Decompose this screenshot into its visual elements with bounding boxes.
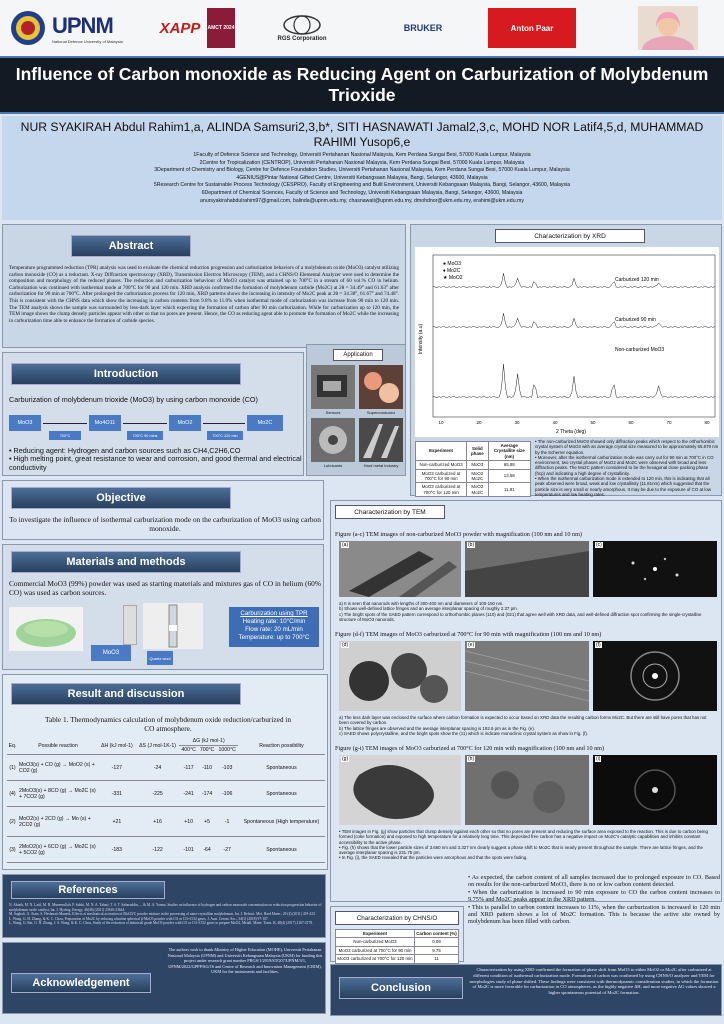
chnso-panel (330, 906, 464, 962)
quartz-wool-label: Quartz wool (147, 651, 173, 665)
tem-image-g (339, 755, 461, 825)
cell: 2MoO2(s) + 6CO (g) → Mo2C (s) + 5CO2 (g) (18, 837, 98, 863)
superconductor-image (359, 365, 403, 409)
xrd-tick-label: 60 (628, 420, 634, 425)
xrd-tick-label: 30 (514, 420, 520, 425)
cell: 0.08 (415, 938, 459, 946)
th: Carbon content (%) (416, 931, 457, 936)
intro-lead: Carburization of molybdenum trioxide (MoO3) by using carbon monoxide (CO) (9, 395, 258, 404)
sensor-image (311, 365, 355, 409)
table-caption: Table 1. Thermodynamics calculation of molybdenum oxide reduction/carburized in CO atmosphere. (45, 715, 291, 733)
flow-condition: 700°C 120 min (207, 431, 243, 440)
bruker-logo: BRUKER (403, 23, 443, 33)
tem-label: (e) (468, 642, 475, 648)
rgs-emblem-icon (282, 14, 322, 36)
conclusion-heading: Conclusion (339, 977, 463, 999)
tpr-item: Heating rate: 10°C/min (242, 618, 306, 625)
affiliation-list (2, 150, 722, 205)
cell: MoO3 carburized at 700°C for 120 min (337, 956, 413, 962)
affiliation-item: 5Research Centre for Sustainable Process Technology (CESPRO), Faculty of Engineering and Built Environment, Universiti Kebangsaan Malaysia, Bangi, Selangor, 43600, Malaysia (153, 182, 571, 189)
table-row (416, 461, 531, 469)
xrd-notes (535, 439, 719, 497)
legend-item: ● MoO3 (443, 261, 462, 267)
cell: -225 (136, 781, 180, 807)
chnso-bullet: • When the carburization is increased to 90 min exposure to CO the carbon content increases to 9.75% and Mo2C peaks appear in the XRD pattern. (468, 888, 720, 904)
cell: MoO3 carburized at 700°C for 120 min (416, 483, 467, 497)
application-label: Lubricants (323, 463, 343, 468)
author-list: NUR SYAKIRAH Abdul Rahim1,a, ALINDA Samsuri2,3,b*, SITI HASNAWATI Jamal2,3,c, MOHD NOR Latif4,5,d, MUHAMMAD RAHIMI Yusop6,e (20, 120, 704, 149)
th: Experiment (336, 930, 415, 938)
application-panel (306, 344, 406, 476)
flow-step: MoO2 (169, 415, 201, 431)
th-possibility: Reaction possibility (238, 737, 325, 755)
author-block (2, 116, 722, 220)
upnm-logo: UPNM National Defence University of Malaysia (52, 12, 123, 44)
th: Average Crystallite size (nm) (488, 442, 530, 461)
abstract-heading: Abstract (71, 235, 191, 257)
results-heading: Result and discussion (11, 683, 241, 705)
affiliation-item: 3Department of Chemistry and Biology, Centre for Defence Foundation Studies, Universiti Pertahanan Nasional Malaysia, Kem Perdana Sungai Besi, 57000 Kuala Lumpur, Malaysia (154, 167, 570, 174)
cell: 9.75 (415, 946, 459, 954)
reference-list (9, 903, 323, 926)
author-photo (638, 6, 698, 50)
cell: +10 (179, 807, 197, 837)
chnso-bullets (468, 874, 720, 960)
xrd-note: • Moreover, after the isothermal carburization mode was carry out for 90 min at 700°C in CO environment, two crystal phases of MoO2 and Mo2C were observed with broad and less diffraction peaks. The Mo2C pattern considered to be the hexagonal close packing phase (hcp) and indicating a high degree of crystallinity. (535, 454, 714, 476)
th-temp: 400°C (181, 747, 196, 753)
xrd-tick-label: 70 (666, 420, 672, 425)
poster-title: Influence of Carbon monoxide as Reducing Agent on Carburization of Molybdenum Trioxide (0, 56, 724, 114)
abstract-panel (2, 224, 406, 348)
moo3-powder-image (9, 607, 83, 651)
application-heading: Application (333, 349, 383, 361)
cell: -110 (198, 755, 216, 781)
cell: +21 (98, 807, 136, 837)
tem-image-e (465, 641, 589, 711)
tem-label: (f) (596, 642, 601, 648)
xrd-tick-label: 80 (704, 420, 710, 425)
cell: -106 (216, 781, 238, 807)
affiliation-item: 2Centre for Tropicalization (CENTROP), Universiti Pertahanan Nasional Malaysia, Kem Perdana Sungai Besi, 57000 Kuala Lumpur, Malaysia (199, 159, 525, 166)
cell: -241 (179, 781, 197, 807)
table-row (7, 781, 325, 807)
cell: 13.58 (488, 469, 530, 483)
xrd-ylabel: Intensity (a.u) (418, 323, 424, 355)
cell: +5 (198, 807, 216, 837)
trace-label: Carburized 90 min (615, 317, 656, 323)
acknowledgement-heading: Acknowledgement (11, 973, 151, 993)
table-header-row (416, 442, 531, 461)
cell: 2MoO3(s) + 8CO (g) → Mo2C (s) + 7CO2 (g) (18, 781, 98, 807)
cell: -1 (216, 807, 238, 837)
tem-image-d (339, 641, 461, 711)
cell: -27 (216, 837, 238, 863)
cell: -101 (179, 837, 197, 863)
reactor-tube-image (123, 605, 137, 645)
flow-arrow (123, 423, 167, 424)
table-row (416, 469, 531, 483)
introduction-heading: Introduction (11, 363, 241, 385)
introduction-panel (2, 352, 304, 476)
cell: MoO3 carburized at 700°C for 90 min (416, 469, 467, 483)
cell: MoO2 Mo2C (467, 483, 488, 497)
legend-item: ♦ Mo2C (443, 268, 461, 274)
flow-condition: 700°C 90 mins (127, 431, 163, 440)
email-list: anursyakirahabdulrahim97@gmail.com, balinda@upnm.edu.my, chasnawati@upnm.edu.my, dmohdnor@ukm.edu.my, erahimi@ukm.edu.my (200, 197, 524, 204)
application-label: Sensors (325, 410, 341, 415)
reference-item: N. Abiath, M. N. Latif, M. R. Muneerullah, P. Subhi, M. N. A. Tahari, T. S. T. Saharuddin, ... & M. A. Yarmo, Studies on influence of hydrogen and carbon monoxide concentration on reduction progression behavior of molybdenum oxide catalyst, Int. J. Hydrog. Energy, 46(46) (2021) 23616-23644. (9, 903, 322, 912)
tem-note: a) It is seen that nanorods with lengths of 300-400 nm and diameters of 100-150 nm. (339, 601, 504, 606)
reference-item: L. Wang, G. Bai, G. H. Zhang, J. S. Wang, & K. C. Chou, Study of the reduction of industrial grade MoO3 powder with CO or CO+CO2 gases to prepare MoO2, Metall. Mater. Trans. B, 48(4) (2017) 2167-2178. (9, 921, 313, 925)
trace-label: Carburized 120 min (615, 277, 659, 283)
cell: Spontaneous (238, 755, 325, 781)
cell: (3) (7, 837, 18, 863)
tem-label: (g) (342, 756, 349, 762)
conclusion-panel (330, 964, 722, 1016)
flow-arrow (203, 423, 245, 424)
th: Experiment (416, 442, 467, 461)
tem-image-c (593, 541, 717, 597)
flow-step: Mo2C (247, 415, 283, 431)
th-eq: Eq. (7, 737, 18, 755)
tem-caption: Figure (g-i) TEM images of MoO3 carburized at 700°C for 120 min with magnification (100 nm and 10 nm) (335, 745, 605, 752)
tpr-title: Carburization using TPR (240, 610, 308, 617)
th-temp: 1000°C (216, 746, 238, 755)
cell: -183 (98, 837, 136, 863)
anton-paar-logo: Anton Paar (488, 8, 576, 48)
flow-step: MoO3 (9, 415, 41, 431)
cell: (1) (7, 755, 18, 781)
cell: -122 (136, 837, 180, 863)
flow-step: Mo4O11 (89, 415, 121, 431)
tem-label: (c) (596, 542, 602, 548)
tem-note: b) Shows well-defined lattice fringes and an average interplanar spacing of roughly 2.37 pm. (339, 606, 518, 612)
cell: (2) (7, 807, 18, 837)
tem-image-h (465, 755, 589, 825)
cell: -174 (198, 781, 216, 807)
tem-image-i (593, 755, 717, 825)
affiliation-item: 6Department of Chemical Sciences, Faculty of Science and Technology, Universiti Kebangsaan Malaysia, Bangi, Selangor, 43600, Malaysia (201, 189, 523, 196)
cell: MoO2(s) + 2CO (g) → Mo (s) + 2CO2 (g) (18, 807, 98, 837)
flow-condition: 700°C (49, 431, 81, 440)
cell: Spontaneous (238, 837, 325, 863)
logo-strip (0, 0, 724, 56)
cell: MoO3(s) + CO (g) → MoO2 (s) + CO2 (g) (18, 755, 98, 781)
table-row (336, 938, 459, 946)
chnso-table (335, 929, 459, 964)
tem-notes-2 (339, 715, 717, 736)
chnso-bullet: • This is parallel to carbon content increases to 11%, when the carburization is increased to 120 min and XRD pattern shows a lot of Mo2C formation. This is because the active site owned by molybdenum has been filled with carbon. (468, 903, 720, 926)
reference-item: L. Wang, G. H. Zhang, & K. C. Chou, Preparation of Mo2C by reducing ultrafine spherical β-MoO3 powder with CO or CO+CO2 gases, J. Aust. Ceram. Soc., 54(1) (2018) 97-107. (9, 916, 269, 921)
upnm-crest-icon (8, 8, 48, 48)
cell: -24 (136, 755, 180, 781)
moo3-label: MoO3 (91, 645, 131, 661)
tem-heading: Characterization by TEM (335, 505, 445, 519)
cell: Spontaneous (238, 781, 325, 807)
tem-image-a (339, 541, 461, 597)
th-dg: ΔG (kJ mol-1) (179, 737, 238, 746)
th-ds: ΔS (J mol-1K-1) (136, 737, 180, 755)
tpr-item: Flow rate: 20 mL/min (245, 626, 303, 633)
table-row (7, 837, 325, 863)
xrd-tick-label: 40 (552, 420, 558, 425)
references-panel (2, 874, 326, 938)
table-row (7, 755, 325, 781)
tpr-item: Temperature: up to 700°C (238, 634, 310, 641)
tem-label: (h) (468, 756, 475, 762)
cell: +16 (136, 807, 180, 837)
tem-note: b) The lattice fringes are observed and the average interplanar spacing is 192.6 pm as in the Fig. (e). (339, 725, 535, 731)
table-row (336, 955, 459, 963)
tem-notes-3 (339, 829, 717, 861)
tem-panel (330, 500, 722, 902)
trace-label: Non-carburized MoO3 (615, 347, 665, 353)
application-label: Superconductor (366, 410, 396, 415)
cell: -64 (198, 837, 216, 863)
table-row (416, 483, 531, 497)
table-row (336, 946, 459, 954)
xrd-table (415, 441, 531, 497)
xrd-heading: Characterization by XRD (495, 229, 645, 243)
results-panel (2, 674, 328, 870)
affiliation-item: 1Faculty of Defence Science and Technology, Universiti Pertahanan Nasional Malaysia, Kem Perdana Sungai Besi, 57000 Kuala Lumpur, Malaysia (193, 152, 531, 158)
intro-bullet: • High melting point, great resistance to wear and corrosion, and good thermal and electrical conductivity (9, 454, 302, 472)
reaction-flow (9, 411, 299, 445)
cell: 11 (415, 955, 459, 963)
affiliation-item: 4GENIUS@Pintar National Gifted Centre, Universiti Kebangsaan Malaysia, Bangi, Selangor, 43600, Malaysia (236, 174, 488, 181)
cell: Spontaneous (High temperature) (238, 807, 325, 837)
intro-bullet: • Reducing agent: Hydrogen and carbon sources such as CH4,C2H6,CO (9, 446, 241, 455)
tem-image-f (593, 641, 717, 711)
quartz-reactor-image (143, 603, 203, 649)
xrd-note: • When the isothermal carburization mode is extended to 120 min, this is indicating that all peak observed were broad, weak and low crystallinity (11.81nm) which suggested that the particle size is very small or nearly amorphous. It may be due to the exposure of CO at low temperatures and low heating rates. (535, 476, 711, 497)
tem-label: (d) (342, 642, 349, 648)
table-header-row (336, 930, 459, 938)
materials-heading: Materials and methods (11, 551, 241, 573)
cell: MoO3 carburized at 700°C for 90 min (336, 946, 415, 954)
lubricant-image (311, 418, 355, 462)
intro-bullets (9, 447, 305, 472)
acknowledgement-text: The authors wish to thank Ministry of Higher Education (MOHE), Universiti Pertahanan Nasional Malaysia (UPNM) and Universiti Kebangsaan Malaysia (UKM) for funding this project under research grant number FRGS/1/2019/STG07/UPNM/3/1, UPNM/2022/GPPP/SG/16 and Centre of Research and Innovation Management (CRIM), UKM for the instruments and facilities. (167, 947, 323, 974)
xrd-chart (415, 247, 719, 437)
objective-panel (2, 480, 324, 540)
tem-image-b (465, 541, 589, 597)
legend-item: ★ MoO2 (443, 275, 463, 281)
xrd-note: • The non-carburized MoO3 showed only diffraction peaks which respect to the orthorhombic crystal system of MoO3 with an average crystal size measured to be approximately 65.879 nm by the Scherrer equation. (535, 439, 719, 455)
tem-label: (b) (468, 542, 475, 548)
cell: Non-carburized MoO3 (336, 938, 415, 946)
thermo-table (7, 737, 325, 863)
th-reaction: Possible reaction (18, 737, 98, 755)
xrd-tick-label: 20 (476, 420, 482, 425)
reference-item: M. Saghafi, A. Ataie, S. Heshmati-Manesh, Effects of mechanical activation of MoO3/C powder mixture in the processing of nano-crystalline molybdenum, Int. J. Refract. Met. Hard Mater., 29 (4) (2011) 419-423. (9, 912, 316, 916)
cell: (4) (7, 781, 18, 807)
xrd-tick-label: 10 (438, 420, 444, 425)
cell: 11.81 (488, 483, 530, 497)
tem-label: (i) (596, 756, 601, 762)
table-header-row (7, 737, 325, 746)
materials-panel (2, 544, 324, 670)
xrd-panel (410, 224, 722, 496)
acknowledgement-panel (2, 942, 326, 1014)
cell: MoO2 Mo2C (467, 469, 488, 483)
flow-arrow (43, 423, 87, 424)
amct-logo: AMCT 2024 (207, 8, 235, 48)
objective-heading: Objective (11, 487, 231, 509)
tem-note: • TEM images in Fig. (g) show particles that clump densely against each other so that no pores are present and reducing the surface area exposed to the reaction. This is due to carbon being formed (coke formation) and exposed to high temperature for a relatively long time. This deposited free carbon has a negative impact on Mo2C's catalytic capabilities and inhibits constant accessibility to the active phase. (339, 829, 708, 845)
abstract-text: Temperature programmed reduction (TPR) analysis was used to evaluate the chemical reduction progression and carburization behaviors of a molybdenum oxide (MoO3) catalyst utilizing carbon monoxide (CO) as a reductant. X-ray Diffraction spectroscopy (XRD), Transmission Electron Microscopy (TEM), and a CHNS/O Elemental Analyzer were used to determine the composition and morphology of the reduced phases. The reduction and carburization behaviour of MoO3 catalyst was attained up to 700°C in a stream of 60 vol.% CO in helium. Carburization was continued with isothermal mode at 700°C for 90 and 120 min. XRD analysis confirmed the formation of molybdenum carbide (Mo2C) at 2θ = 34.49° and 61.63° after carburization for 90 min at 700°C. After prolonged the carburization process for 120 min, XRD patterns shows the increasing in intensity of Mo2C peak at 2θ = 34.38°, 61.67° and 74.48°. This is consistent with the CHNS data which show the increasing in carbon contents from 9.8% to 11.0% when isothermal mode of carburization was increase from 90 min to 120 min. The TEM analysis shows the sample was surrounded by less-dark layer which expecting the formation of carbon after 90 min carburization. While for carburization up to 120 min, the TEM image shows the clump densely particles appear with other so that no pores are present. Hence, the CO as reducing agent able to promote the formation of Mo2C while the increasing in carburization time able to enhance the formation of carbide species. (9, 265, 399, 324)
th: Solid phase (467, 442, 488, 461)
application-label: Hard metal industry (363, 463, 399, 468)
chnso-bullet: • As expected, the carbon content of all samples increased due to prolonged exposure to CO. Based on results for the non-carburized MoO3, there is no or low carbon content detected. (468, 874, 720, 889)
cell: -127 (98, 755, 136, 781)
tpr-conditions (229, 607, 319, 647)
hard-metal-image (359, 418, 403, 462)
cell: 65.88 (488, 461, 530, 469)
xrd-tick-label: 50 (590, 420, 596, 425)
cell: -331 (98, 781, 136, 807)
references-heading: References (11, 881, 165, 899)
objective-text: To investigate the influence of isothermal carburization mode on the carburization of MoO3 using carbon monoxide. (9, 515, 321, 533)
tem-note: c) The bright spots of the SAED pattern correspond to orthorhombic planes (110) and (021) that agree well with XRD data, and well-defined diffraction spot confirming the single-crystalline structure of MoO3 nanorods. (339, 611, 702, 622)
rgs-logo: RGS Corporation (262, 8, 342, 48)
th-dh: ΔH (kJ mol-1) (98, 737, 136, 755)
tem-notes-1 (339, 601, 717, 622)
tem-label: (a) (342, 542, 349, 548)
tem-note: • Fig. (h) shows that the lower particle sizes of 3.660 nm and 3.327 nm clearly suggest a phase shift to Mo2C that is nearly present throughout the sample. There are lattice fringes, and the average interplanar spacing is 231.75 pm. (339, 844, 703, 856)
tem-caption: Figure (a-c) TEM images of non-carburized MoO3 powder with magnification (100 nm and 10 nm) (335, 531, 582, 538)
tem-note: • In Fig. (i), the SAED revealed that the particles were amorphous and that the spots were fading. (339, 855, 528, 861)
tem-note: a) The less dark layer was enclosed the surface where carbon formation is expected to occur based on XRD data the resulting carbon forms Mo2C. But there are still have pores that has not been covered by carbon. (339, 715, 707, 726)
cell: -117 (179, 755, 197, 781)
materials-text: Commercial MoO3 (99%) powder was used as starting materials and mixtures gas of CO in helium (60% CO) was used as carbon sources. (9, 579, 321, 597)
cell: MoO3 (467, 461, 488, 469)
th-temp: 700°C (199, 747, 215, 753)
chnso-heading: Characterization by CHNS/O (335, 911, 459, 925)
cell: -103 (216, 755, 238, 781)
xrd-xlabel: 2 Theta (deg) (556, 429, 586, 435)
conclusion-text: Characterization by using XRD confirmed the formation of phase shift from MoO3 to either MoO2 or Mo2C after carburized at different condition of isothermal carburization mode. Formation of carbon was confirmed by using CHNS/O analyzer and TEM for morphologies study of phase shifted. These findings were consistent with thermodynamic consideration studies, in which the formation of Mo2C is more favorable for carburization in CO atmospheres, as the highly negative ΔH, and more negative ΔG values showed a higher spontaneous potential of Mo2C formation. (469, 967, 719, 996)
cell: Non-carburized MoO3 (416, 461, 467, 469)
tem-caption: Figure (d-f) TEM images of MoO3 carburized at 700°C for 90 min with magnification (100 nm and 10 nm) (335, 631, 602, 638)
table-row (7, 807, 325, 837)
tem-note: c) SAED shows polycrystalline, and the bright spots show the (11) which is indicate monoclinic crystal system as show in Fig. (f). (339, 730, 589, 736)
xapp-logo: XAPP (159, 19, 201, 37)
